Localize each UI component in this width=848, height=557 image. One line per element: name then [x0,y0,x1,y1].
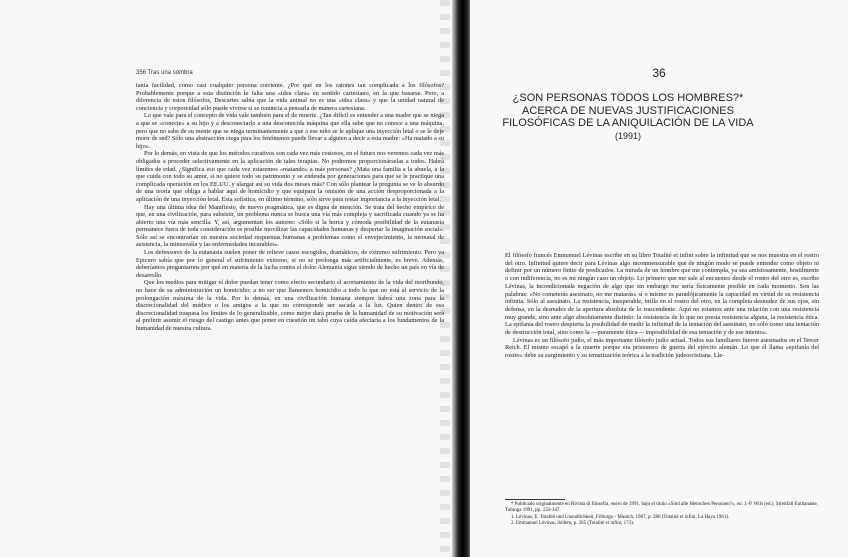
right-text-column [505,252,819,360]
left-paragraph: Lo que vale para el concepto de vida vale también para el de muerte. ¿Tan difícil es entender a una madre que se niega a que se «conecte» a su hijo y a desconectarlo a una desconocida máquina que ella sabe que no conoce a una máquina, pero que no sabe de su mente que se niega terminantemente a que a ese niño se le aplique una inyección letal o se le deje morir de sed? Sólo una abstracción ciega para los fenómenos puede llevar a alguien a decir a esta madre: «Ha matado a su hijo». [136,112,444,150]
footnote: 2. Emmanuel Lévinas, ibídem, p. 285 (Totalité et infini, 173). [511,520,635,526]
left-text-column [136,82,444,333]
right-paragraph: El filósofo francés Emmanuel Lévinas escribe en su libro Totalité et infini sobre la infinitud que se nos muestra en el rostro del otro. Infinitud quiere decir para Lévinas algo inconmensurable que de ningún modo se puede entender como objeto ni definir por un número finito de predicados. La mirada de un hombre que me contempla, ya sea amistosamente, hostilmente o con indiferencia, no es mi ningún caso un objeto. Lo primero que me sale al encuentro desde el rostro del otro es, escribe Lévinas, la incondicionada negación de algo que sin embargo me sería físicamente posible en cada momento. Son las palabras: «No cometerás asesinato, no me matarás» sí o mismo es paradójicamente la capacidad en virtud de su resistencia infinita. Sólo al asesinato. La resistencia, inesperable, brilla en el rostro del otro, en la completa desnudez de sus ojos, sin defensa, en la desnudez de la apertura absoluta de lo trascendente. Aquí no estamos ante una relación con una resistencia muy grande, sino ante algo absolutamente distinto: la resistencia de lo que no presta resistencia alguna, la resistencia ética. La epifanía del rostro despierta la posibilidad de medir la infinitud de la tentación del asesinato, no sólo como una tentación de destrucción total, sino como la —puramente ética— imposibilidad de esa tentación y de ese intento». [505,252,819,337]
chapter-title-line: FILOSÓFICAS DE LA ANIQUILACIÓN DE LA VIDA [502,117,754,129]
footnotes [505,502,819,527]
chapter-number: 36 [652,66,666,80]
left-paragraph: Los defensores de la eutanasia suelen poner de relieve casos escogidos, dramáticos, de extremo sufrimiento. Pero ya Epicuro sabía que por lo general el sufrimiento extremo, si no se prolonga más artificialmente, es breve. Además, deberíamos preguntarnos por qué en materia de la lucha contra el dolor Alemania sigue siendo de hecho un país en vía de desarrollo. [136,249,444,279]
left-paragraph: tanta facilidad, como casi cualquier persona corriente. ¿Por qué en los ratones tan complicada a los filósofos? Probablemente porque a esta distinción le falta una «idea clara» en sentido cartesiano, en la que basarse. Pero, a diferencia de estos filósofos, Descartes sabía que la vida animal no es una «idea clara» y que la unidad natural de conciencia y corporeidad sólo puede vivirse si se renuncia a pensarla de manera cartesiana. [136,82,444,112]
chapter-title [478,92,778,130]
left-paragraph: Por lo demás, en vista de que los métodos curativos son cada vez más costosos, en el futuro nos veremos cada vez más obligados a proceder selectivamente en la aplicación de tales terapias. No podremos proporcionárselas a todos. Habrá límites de edad. ¿Significa eso que cada vez estaremos «matando» a más personas? ¿Mata una familia a la abuela, a la que cuida con todo su amor, si no quiere todo su patrimonio y se endeuda por generaciones para que se le practique una complicada operación en los EE.UU. y alargar así su vida dos meses más? Con sólo plantear la pregunta se ve lo absurdo de una teoría que obliga a hablar aquí de homicidio y que equipara la omisión de una acción desproporcionada a la aplicación de una inyección letal. Esta sofística, en último término, sólo sirve para restar importancia a la inyección letal. [136,150,444,203]
right-paragraph: Lévinas es un filósofo judío, el más importante filósofo judío actual. Todos sus familiares fueron asesinados en el Tercer Reich. El mismo escapó a la muerte porque era prisionero de guerra del ejército alemán. Lo que él llama «epifanía del rostro» debe su surgimiento y su tematización teórica a la tradición judeocristiana. Lle- [505,336,819,360]
gutter-shadow [440,0,450,557]
footnote: 1. Lévinas, E. Totalité und Unendlichkeit, Friburgo - Munich, 1987, p. 286 (Totalité et infini, La Haya 1961). [511,514,730,520]
running-head: 356 Tras una sombra [136,70,193,76]
chapter-year: (1991) [614,131,641,141]
chapter-title-line: ACERCA DE NUEVAS JUSTIFICACIONES [522,104,734,117]
left-paragraph: Hay una última idea del Manifiesto, de nuevo pragmática, que es digna de mención. Se trata del hecho empírico de que, en una civilización, para subsistir, un problema nunca se busca una vía más compleja y sacrificada cuando ya se ha abierto una vía más sencilla. Y, así, argumentan los autores: «Sólo si la horca y cómoda posibilidad de la eutanasia permanece fuera de toda consideración es posible movilizar las capacidades humanas y despertar la imaginación social». Sólo así se encontrarían en nuestra sociedad respuestas humanas a problemas como el envejecimiento, la neonatal de asistencia, la minusvalía y las enfermedades incurables». [136,203,444,249]
footnote-rule [505,499,565,500]
chapter-title-line: ¿SON PERSONAS TODOS LOS HOMBRES?* [512,92,744,104]
left-paragraph: Que los medios para mitigar el dolor puedan tener como efecto secundario el acortamiento de la vida del moribundo, no hace de su administración un homicidio; a no ser que llamemos homicidio a todo lo que no está al servicio de la prolongación máxima de la vida. Por lo demás, en una civilización humana siempre habrá una zona para la discrecionalidad del médico o los amigos a la que no corresponde ser sacada a la luz. Quien dentro de esa discrecionalidad traspasa los límites de lo generalizable, como mejor dará prueba de la humanidad de su motivación será al preferir asumir el riesgo del castigo antes que poner en cuestión un tabú cuya caída afectaría a los fundamentos de la humanidad de nuestra cultura. [136,279,444,332]
footnote: * Publicado originalmente en Rivista di filosofia, enero de 1991, bajo el título «Sind alle Menschen Personen?», en: J.-P. Wils (ed.), Streitfall Euthanasie, Tubinga 1991, pp. 133-147. [505,502,818,514]
